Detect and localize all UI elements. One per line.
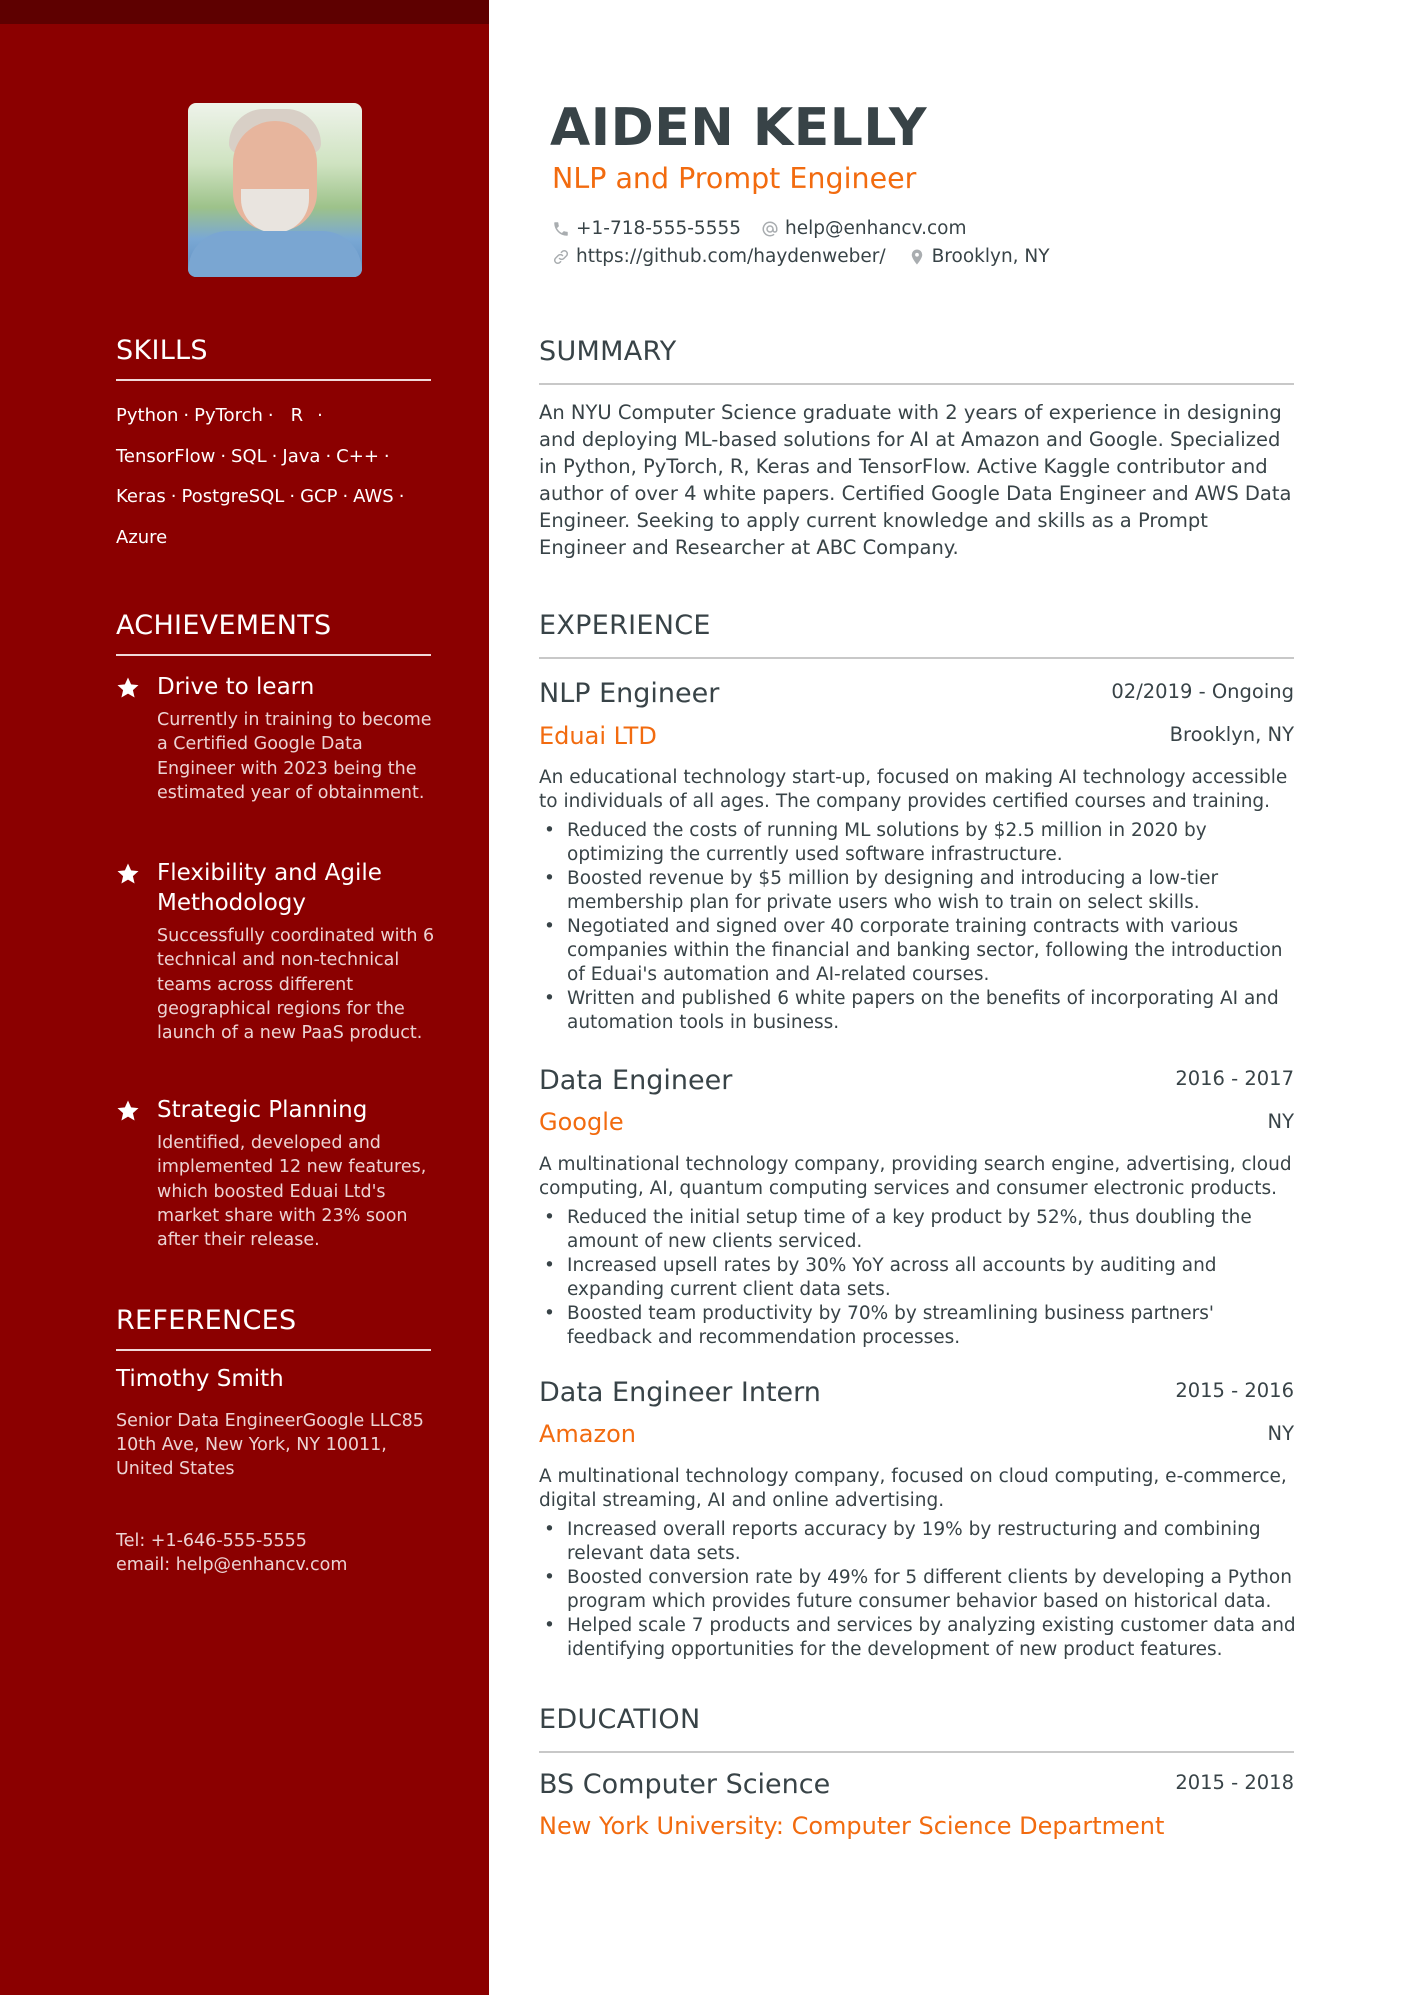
job-title: Data Engineer Intern xyxy=(539,1377,821,1408)
job-date: 2016 - 2017 xyxy=(1175,1067,1294,1090)
skill-item: SQL xyxy=(231,445,267,467)
summary-divider xyxy=(539,383,1294,385)
education-divider xyxy=(539,1751,1294,1753)
job-location: Brooklyn, NY xyxy=(1169,723,1294,746)
job-bullet: • Increased upsell rates by 30% YoY across all accounts by auditing and expanding current client data sets. xyxy=(539,1254,1299,1302)
candidate-title: NLP and Prompt Engineer xyxy=(552,162,917,195)
achievement-title: Drive to learn xyxy=(157,674,315,700)
skill-item: Python xyxy=(116,405,179,426)
reference-contact xyxy=(116,1529,456,1577)
job-bullets xyxy=(539,1518,1299,1662)
achievements-divider xyxy=(116,654,431,656)
job-bullet: • Helped scale 7 products and services by analyzing existing customer data and identifying opportunities for the development of new product features. xyxy=(539,1614,1299,1662)
link-icon xyxy=(552,248,570,266)
contact-location: Brooklyn, NY xyxy=(931,246,1050,267)
achievement-desc: Identified, developed and implemented 12 new features, which boosted Eduai Ltd's market share with 23% soon after their release. xyxy=(157,1133,427,1251)
achievements-heading: ACHIEVEMENTS xyxy=(116,610,332,641)
reference-desc: Senior Data EngineerGoogle LLC85 10th Ave, New York, NY 10011, United States xyxy=(116,1411,424,1479)
job-date: 02/2019 - Ongoing xyxy=(1111,680,1294,703)
achievements-section xyxy=(116,610,431,656)
skills-row xyxy=(116,518,436,559)
job-company: Google xyxy=(539,1108,624,1136)
map-pin-icon xyxy=(908,248,926,266)
skill-item: C++ xyxy=(336,445,379,467)
summary-heading: SUMMARY xyxy=(539,336,677,367)
education-school: New York University: Computer Science Department xyxy=(539,1812,1165,1840)
job-bullet: • Reduced the initial setup time of a key product by 52%, thus doubling the amount of new clients serviced. xyxy=(539,1206,1299,1254)
experience-heading: EXPERIENCE xyxy=(539,610,711,641)
phone-icon xyxy=(552,220,570,238)
job-description: An educational technology start-up, focused on making AI technology accessible to individuals of all ages. The company provides certified courses and training. xyxy=(539,767,1288,812)
job-title: Data Engineer xyxy=(539,1065,733,1096)
skills-list xyxy=(116,396,436,558)
job-bullet: • Increased overall reports accuracy by 19% by restructuring and combining relevant data sets. xyxy=(539,1518,1299,1566)
achievement-desc: Currently in training to become a Certified Google Data Engineer with 2023 being the estimated year of obtainment. xyxy=(157,710,432,803)
reference-email: email: help@enhancv.com xyxy=(116,1555,348,1575)
job-bullet: • Reduced the costs of running ML solutions by $2.5 million in 2020 by optimizing the currently used software infrastructure. xyxy=(539,819,1299,867)
education-heading: EDUCATION xyxy=(539,1704,701,1735)
job-location: NY xyxy=(1267,1422,1294,1445)
achievement-title: Flexibility and Agile Methodology xyxy=(157,860,382,916)
contact-phone[interactable]: +1-718-555-5555 xyxy=(576,218,742,239)
job-bullet: • Boosted team productivity by 70% by streamlining business partners' feedback and recommendation processes. xyxy=(539,1302,1299,1350)
contact-email[interactable]: help@enhancv.com xyxy=(785,218,967,239)
at-icon xyxy=(761,220,779,238)
skill-item: PyTorch xyxy=(194,405,263,426)
job-description: A multinational technology company, focused on cloud computing, e-commerce, digital streaming, AI and online advertising. xyxy=(539,1466,1287,1511)
job-location: NY xyxy=(1267,1110,1294,1133)
references-heading: REFERENCES xyxy=(116,1305,297,1336)
experience-divider xyxy=(539,657,1294,659)
education-degree: BS Computer Science xyxy=(539,1769,831,1800)
job-company: Amazon xyxy=(539,1420,636,1448)
reference-tel: Tel: +1-646-555-5555 xyxy=(116,1531,307,1551)
job-bullet: • Negotiated and signed over 40 corporate training contracts with various companies within the financial and banking sector, following the introduction of Eduai's automation and AI-related courses. xyxy=(539,915,1299,987)
achievement-item xyxy=(116,858,436,1045)
job-description: A multinational technology company, providing search engine, advertising, cloud computing, AI, quantum computing services and consumer electronic products. xyxy=(539,1154,1292,1199)
references-section xyxy=(116,1305,431,1351)
contact-row-2 xyxy=(552,246,1050,267)
skills-heading: SKILLS xyxy=(116,335,208,366)
job-company: Eduai LTD xyxy=(539,722,657,750)
skill-item: Keras xyxy=(116,486,166,507)
achievement-desc: Successfully coordinated with 6 technical and non-technical teams across different geographical regions for the launch of a new PaaS product. xyxy=(157,926,435,1044)
skill-item: Java xyxy=(282,445,321,467)
job-bullet: • Boosted revenue by $5 million by designing and introducing a low-tier membership plan for private users who wish to train on select skills. xyxy=(539,867,1299,915)
skill-item: AWS xyxy=(353,486,394,507)
photo-shirt xyxy=(188,231,362,277)
job-bullet: • Boosted conversion rate by 49% for 5 different clients by developing a Python program which provides future consumer behavior based on historical data. xyxy=(539,1566,1299,1614)
skill-item: Azure xyxy=(116,526,168,548)
job-bullets xyxy=(539,819,1299,1035)
skills-divider xyxy=(116,379,431,381)
job-title: NLP Engineer xyxy=(539,678,720,709)
achievement-item xyxy=(116,672,436,805)
achievement-title: Strategic Planning xyxy=(157,1097,368,1123)
summary-text: An NYU Computer Science graduate with 2 years of experience in designing and deploying ML-based solutions for AI at Amazon and Google. Specialized in Python, PyTorch, R, Keras and TensorFlow. Active Kaggle contributor and author of over 4 white papers. Certified Google Data Engineer and AWS Data Engineer. Seeking to apply current knowledge and skills as a Prompt Engineer and Researcher at ABC Company. xyxy=(539,401,1292,559)
references-divider xyxy=(116,1349,431,1351)
skills-row: Python · PyTorch · R · xyxy=(116,405,323,426)
candidate-name: AIDEN KELLY xyxy=(550,98,928,158)
experience-section xyxy=(539,610,1294,641)
job-bullets xyxy=(539,1206,1299,1350)
achievement-item xyxy=(116,1095,436,1252)
skill-item: PostgreSQL xyxy=(181,486,285,507)
reference-name: Timothy Smith xyxy=(116,1366,284,1392)
photo-beard xyxy=(241,189,309,233)
star-icon xyxy=(116,676,140,700)
profile-photo xyxy=(188,103,362,277)
contact-link[interactable]: https://github.com/haydenweber/ xyxy=(576,246,886,267)
star-icon xyxy=(116,1099,140,1123)
education-section xyxy=(539,1704,1294,1735)
skills-section xyxy=(116,335,431,381)
education-date: 2015 - 2018 xyxy=(1175,1771,1294,1794)
contact-row-1 xyxy=(552,218,966,239)
skills-row: Keras · PostgreSQL · GCP · AWS · xyxy=(116,486,405,507)
skills-row: TensorFlow · SQL · Java · C++ · xyxy=(116,445,390,467)
skill-item: R xyxy=(290,405,304,426)
sidebar-top-band xyxy=(0,0,489,24)
summary-section xyxy=(539,336,1294,367)
skill-item: TensorFlow xyxy=(116,445,216,467)
job-date: 2015 - 2016 xyxy=(1175,1379,1294,1402)
skill-item: GCP xyxy=(300,486,338,507)
job-bullet: • Written and published 6 white papers on the benefits of incorporating AI and automation tools in business. xyxy=(539,987,1299,1035)
star-icon xyxy=(116,862,140,886)
